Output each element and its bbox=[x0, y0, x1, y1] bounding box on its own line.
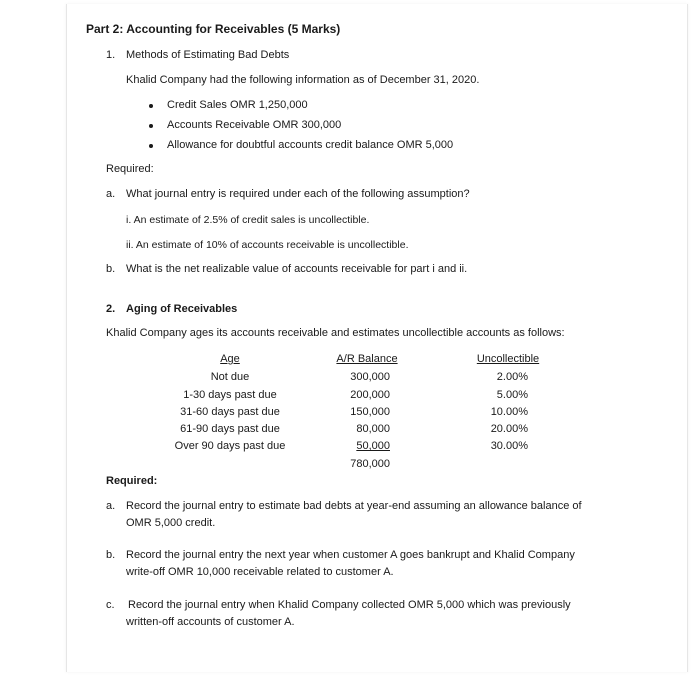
section2-title: Aging of Receivables bbox=[126, 303, 238, 315]
section2-intro: Khalid Company ages its accounts receivable and estimates uncollectible accounts as follows: bbox=[106, 327, 565, 339]
table-row-age: 31-60 days past due bbox=[180, 406, 280, 418]
section2-item-c-line2: written-off accounts of customer A. bbox=[126, 616, 295, 628]
section2-item-b-marker: b. bbox=[106, 549, 116, 561]
bullet-credit-sales: Credit Sales OMR 1,250,000 bbox=[167, 99, 308, 111]
part-title: Part 2: Accounting for Receivables (5 Marks) bbox=[86, 22, 341, 36]
section1-required-label: Required: bbox=[106, 163, 154, 175]
section2-item-a-marker: a. bbox=[106, 500, 116, 512]
bullet-dot bbox=[149, 104, 153, 108]
section1-intro: Khalid Company had the following information as of December 31, 2020. bbox=[126, 74, 480, 86]
bullet-dot bbox=[149, 124, 153, 128]
table-row-rate: 20.00% bbox=[490, 423, 528, 435]
section1-item-b-marker: b. bbox=[106, 263, 116, 275]
section2-number: 2. bbox=[106, 303, 116, 315]
section2-item-b-line1: Record the journal entry the next year when customer A goes bankrupt and Khalid Company bbox=[126, 549, 575, 561]
table-row-age: 61-90 days past due bbox=[180, 423, 280, 435]
section1-number: 1. bbox=[106, 49, 116, 61]
table-row-rate: 30.00% bbox=[490, 440, 528, 452]
section2-item-a-line1: Record the journal entry to estimate bad debts at year-end assuming an allowance balance of bbox=[126, 500, 582, 512]
section2-required-label: Required: bbox=[106, 475, 158, 487]
table-total-balance: 780,000 bbox=[350, 458, 390, 470]
table-row-balance: 80,000 bbox=[356, 423, 390, 435]
table-row-age: Over 90 days past due bbox=[174, 440, 286, 452]
bullet-allowance: Allowance for doubtful accounts credit balance OMR 5,000 bbox=[167, 139, 454, 151]
section1-item-b: What is the net realizable value of accounts receivable for part i and ii. bbox=[126, 263, 468, 275]
table-row-rate: 2.00% bbox=[496, 371, 528, 383]
table-row-balance: 200,000 bbox=[350, 389, 390, 401]
section1-sub-item-ii: ii. An estimate of 10% of accounts receivable is uncollectible. bbox=[126, 239, 409, 251]
section1-item-a: What journal entry is required under each of the following assumption? bbox=[126, 188, 470, 200]
section2-item-b-line2: write-off OMR 10,000 receivable related to customer A. bbox=[126, 566, 394, 578]
bullet-accounts-receivable: Accounts Receivable OMR 300,000 bbox=[167, 119, 342, 131]
table-row-balance: 150,000 bbox=[350, 406, 390, 418]
table-row-balance: 300,000 bbox=[350, 371, 390, 383]
table-row-age: Not due bbox=[210, 371, 250, 383]
section1-sub-item-i: i. An estimate of 2.5% of credit sales is uncollectible. bbox=[126, 214, 370, 226]
section2-item-a-line2: OMR 5,000 credit. bbox=[126, 517, 216, 529]
table-header-age: Age bbox=[220, 353, 240, 365]
table-row-rate: 10.00% bbox=[490, 406, 528, 418]
table-header-ar-balance: A/R Balance bbox=[336, 353, 398, 365]
table-header-uncollectible: Uncollectible bbox=[476, 353, 540, 365]
section1-item-a-marker: a. bbox=[106, 188, 116, 200]
table-row-age: 1-30 days past due bbox=[183, 389, 277, 401]
section1-title: Methods of Estimating Bad Debts bbox=[126, 49, 290, 61]
bullet-dot bbox=[149, 144, 153, 148]
section2-item-c-line1: Record the journal entry when Khalid Company collected OMR 5,000 which was previously bbox=[128, 599, 571, 611]
table-row-balance: 50,000 bbox=[356, 440, 390, 452]
table-row-rate: 5.00% bbox=[496, 389, 528, 401]
section2-item-c-marker: c. bbox=[106, 599, 115, 611]
